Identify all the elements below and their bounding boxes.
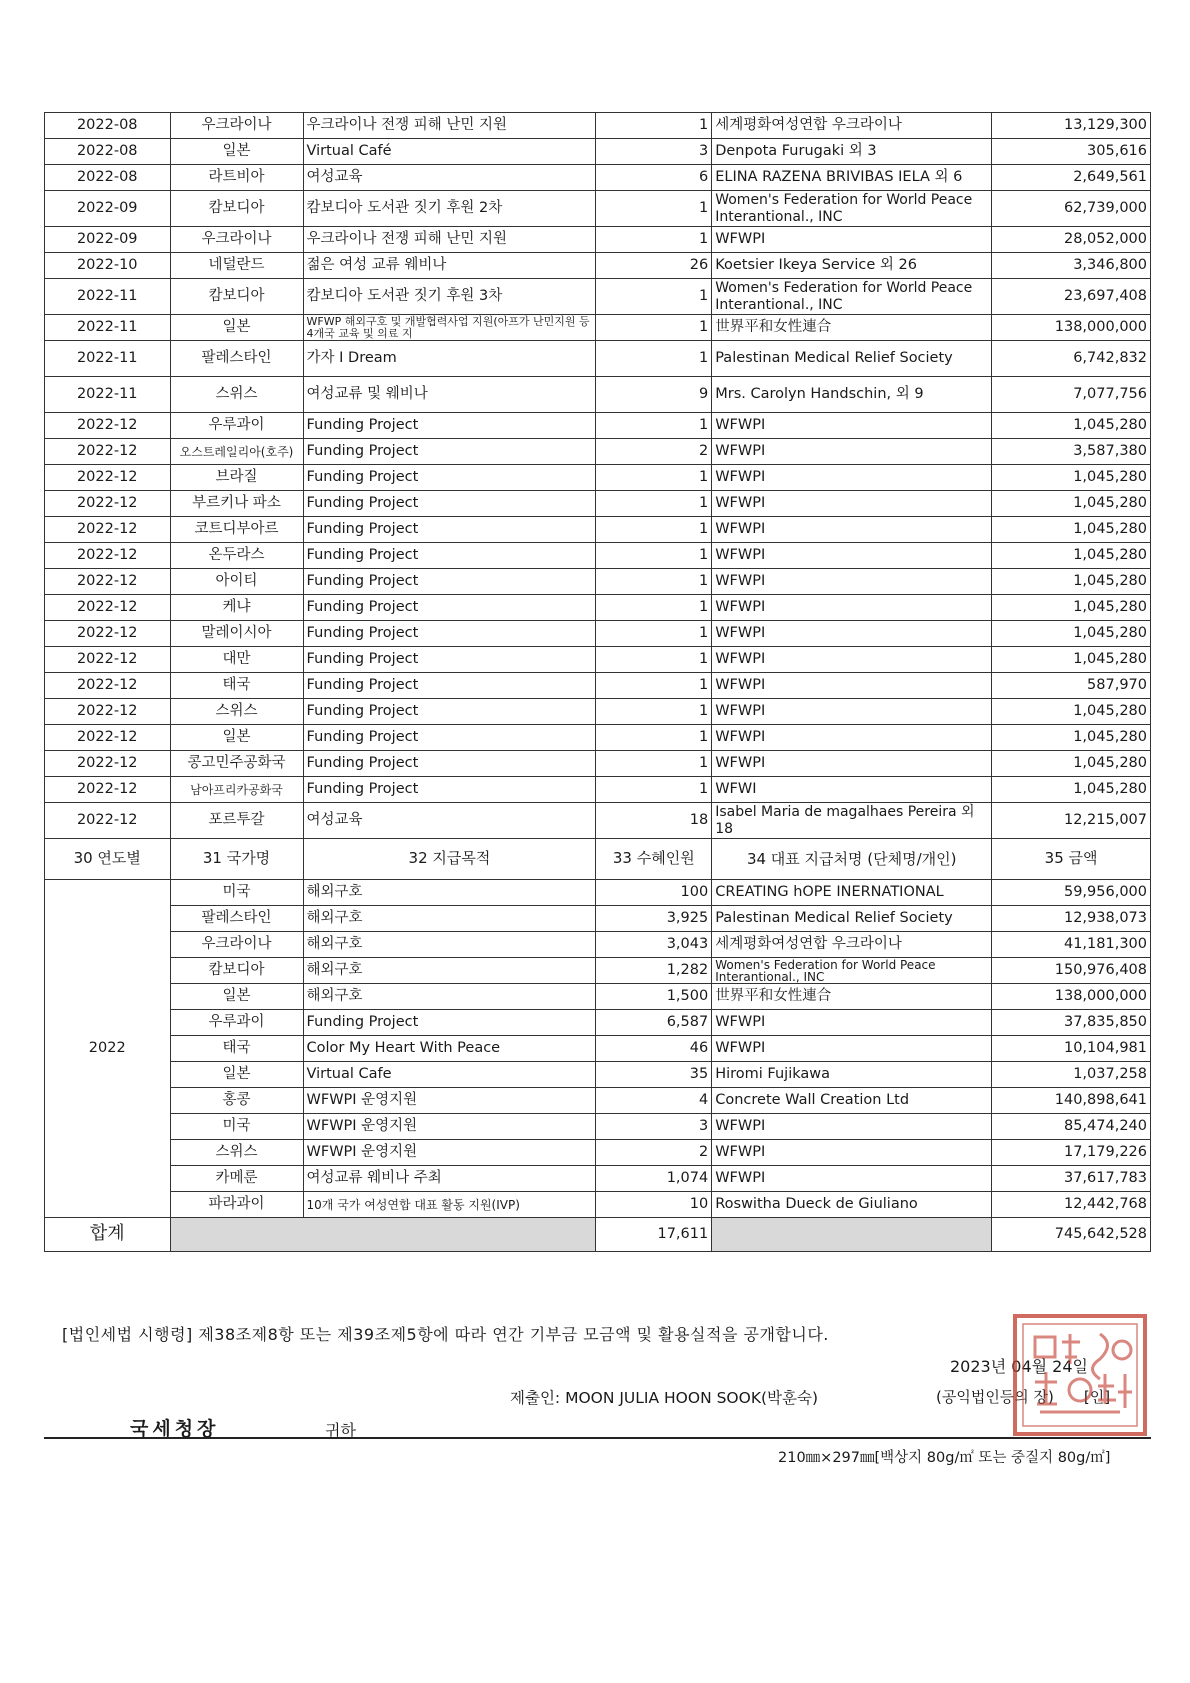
recipient-cell: WFWPI <box>712 227 992 253</box>
amount-cell: 1,045,280 <box>992 621 1151 647</box>
summary-row <box>45 1166 1151 1192</box>
recipient-cell: WFWPI <box>712 1036 992 1062</box>
recipient-cell: Palestinan Medical Relief Society <box>712 341 992 377</box>
amount-cell: 37,835,850 <box>992 1010 1151 1036</box>
amount-cell: 1,045,280 <box>992 751 1151 777</box>
recipient-cell: Mrs. Carolyn Handschin, 외 9 <box>712 377 992 413</box>
amount-cell: 7,077,756 <box>992 377 1151 413</box>
header-recipient: 34 대표 지급처명 (단체명/개인) <box>712 839 992 880</box>
header-country: 31 국가명 <box>170 839 303 880</box>
purpose-cell: Funding Project <box>303 491 596 517</box>
paper-spec: 210㎜×297㎜[백상지 80g/㎡ 또는 중질지 80g/㎡] <box>778 1450 1111 1466</box>
count-cell: 6 <box>596 165 712 191</box>
recipient-cell: WFWI <box>712 777 992 803</box>
country-cell: 파라과이 <box>170 1192 303 1218</box>
country-cell: 우크라이나 <box>170 113 303 139</box>
count-cell: 9 <box>596 377 712 413</box>
purpose-cell: Funding Project <box>303 517 596 543</box>
recipient-cell: WFWPI <box>712 517 992 543</box>
country-cell: 캄보디아 <box>170 191 303 227</box>
count-cell: 18 <box>596 803 712 839</box>
recipient-cell: 世界平和女性連合 <box>712 315 992 341</box>
table-row <box>45 315 1151 341</box>
purpose-cell: 여성교류 및 웨비나 <box>303 377 596 413</box>
count-cell: 3 <box>596 1114 712 1140</box>
month-cell: 2022-09 <box>45 227 171 253</box>
country-cell: 캄보디아 <box>170 958 303 984</box>
table-row <box>45 253 1151 279</box>
purpose-cell: 캄보디아 도서관 짓기 후원 3차 <box>303 279 596 315</box>
purpose-cell: Virtual Cafe <box>303 1062 596 1088</box>
recipient-cell: Concrete Wall Creation Ltd <box>712 1088 992 1114</box>
month-cell: 2022-08 <box>45 113 171 139</box>
country-cell: 스위스 <box>170 699 303 725</box>
country-cell: 미국 <box>170 880 303 906</box>
summary-row <box>45 1192 1151 1218</box>
summary-row <box>45 1062 1151 1088</box>
amount-cell: 12,215,007 <box>992 803 1151 839</box>
purpose-cell: Funding Project <box>303 413 596 439</box>
month-cell: 2022-12 <box>45 647 171 673</box>
recipient-cell: 세계평화여성연합 우크라이나 <box>712 113 992 139</box>
summary-row <box>45 880 1151 906</box>
amount-cell: 12,938,073 <box>992 906 1151 932</box>
amount-cell: 3,346,800 <box>992 253 1151 279</box>
count-cell: 1 <box>596 315 712 341</box>
month-cell: 2022-12 <box>45 465 171 491</box>
purpose-cell: Color My Heart With Peace <box>303 1036 596 1062</box>
amount-cell: 10,104,981 <box>992 1036 1151 1062</box>
detail-table <box>44 112 1151 1252</box>
amount-cell: 1,045,280 <box>992 647 1151 673</box>
country-cell: 우루과이 <box>170 1010 303 1036</box>
recipient-cell: Women's Federation for World Peace Interantional., INC <box>712 958 992 984</box>
count-cell: 1 <box>596 647 712 673</box>
month-cell: 2022-08 <box>45 165 171 191</box>
header-purpose: 32 지급목적 <box>303 839 596 880</box>
count-cell: 1 <box>596 517 712 543</box>
month-cell: 2022-11 <box>45 377 171 413</box>
country-cell: 대만 <box>170 647 303 673</box>
summary-row <box>45 1088 1151 1114</box>
table-row <box>45 227 1151 253</box>
footer-rule <box>44 1437 1151 1439</box>
month-cell: 2022-12 <box>45 491 171 517</box>
amount-cell: 28,052,000 <box>992 227 1151 253</box>
amount-cell: 6,742,832 <box>992 341 1151 377</box>
count-cell: 3 <box>596 139 712 165</box>
recipient-cell: Palestinan Medical Relief Society <box>712 906 992 932</box>
purpose-cell: Virtual Café <box>303 139 596 165</box>
amount-cell: 41,181,300 <box>992 932 1151 958</box>
recipient-cell: WFWPI <box>712 439 992 465</box>
count-cell: 4 <box>596 1088 712 1114</box>
total-shaded-cell <box>712 1218 992 1252</box>
table-row <box>45 621 1151 647</box>
amount-cell: 1,045,280 <box>992 413 1151 439</box>
table-row <box>45 439 1151 465</box>
amount-cell: 62,739,000 <box>992 191 1151 227</box>
country-cell: 케냐 <box>170 595 303 621</box>
count-cell: 1 <box>596 595 712 621</box>
count-cell: 26 <box>596 253 712 279</box>
recipient-cell: WFWPI <box>712 1010 992 1036</box>
month-cell: 2022-12 <box>45 413 171 439</box>
summary-row <box>45 1010 1151 1036</box>
purpose-cell: Funding Project <box>303 543 596 569</box>
purpose-cell: Funding Project <box>303 673 596 699</box>
country-cell: 오스트레일리아(호주) <box>170 439 303 465</box>
recipient-cell: WFWPI <box>712 413 992 439</box>
purpose-cell: WFWP 해외구호 및 개발협력사업 지원(아프가 난민지원 등 4개국 교육 및 의료 지 <box>303 315 596 341</box>
purpose-cell: Funding Project <box>303 647 596 673</box>
month-cell: 2022-10 <box>45 253 171 279</box>
purpose-cell: Funding Project <box>303 439 596 465</box>
table-row <box>45 139 1151 165</box>
recipient-cell: Koetsier Ikeya Service 외 26 <box>712 253 992 279</box>
amount-cell: 140,898,641 <box>992 1088 1151 1114</box>
detail-table-body <box>45 113 1151 1252</box>
count-cell: 10 <box>596 1192 712 1218</box>
purpose-cell: 여성교류 웨비나 주최 <box>303 1166 596 1192</box>
purpose-cell: 해외구호 <box>303 984 596 1010</box>
country-cell: 태국 <box>170 1036 303 1062</box>
amount-cell: 138,000,000 <box>992 984 1151 1010</box>
month-cell: 2022-12 <box>45 751 171 777</box>
table-row <box>45 341 1151 377</box>
recipient-cell: ELINA RAZENA BRIVIBAS IELA 외 6 <box>712 165 992 191</box>
count-cell: 1 <box>596 699 712 725</box>
amount-cell: 1,045,280 <box>992 491 1151 517</box>
purpose-cell: 해외구호 <box>303 880 596 906</box>
purpose-cell: 해외구호 <box>303 932 596 958</box>
amount-cell: 3,587,380 <box>992 439 1151 465</box>
recipient-cell: WFWPI <box>712 725 992 751</box>
submitter-name: 제출인: MOON JULIA HOON SOOK(박훈숙) <box>510 1389 819 1407</box>
purpose-cell: 캄보디아 도서관 짓기 후원 2차 <box>303 191 596 227</box>
count-cell: 1 <box>596 569 712 595</box>
table-row <box>45 595 1151 621</box>
purpose-cell: 가자 I Dream <box>303 341 596 377</box>
purpose-cell: WFWPI 운영지원 <box>303 1088 596 1114</box>
amount-cell: 1,045,280 <box>992 465 1151 491</box>
country-cell: 브라질 <box>170 465 303 491</box>
table-row <box>45 751 1151 777</box>
count-cell: 1 <box>596 191 712 227</box>
month-cell: 2022-12 <box>45 673 171 699</box>
country-cell: 네덜란드 <box>170 253 303 279</box>
count-cell: 1 <box>596 725 712 751</box>
purpose-cell: WFWPI 운영지원 <box>303 1140 596 1166</box>
disclosure-note: [법인세법 시행령] 제38조제8항 또는 제39조제5항에 따라 연간 기부금 모금액 및 활용실적을 공개합니다. <box>62 1325 829 1344</box>
purpose-cell: 우크라이나 전쟁 피해 난민 지원 <box>303 113 596 139</box>
country-cell: 일본 <box>170 725 303 751</box>
month-cell: 2022-12 <box>45 439 171 465</box>
recipient-cell: WFWPI <box>712 595 992 621</box>
country-cell: 포르투갈 <box>170 803 303 839</box>
count-cell: 100 <box>596 880 712 906</box>
count-cell: 3,925 <box>596 906 712 932</box>
country-cell: 태국 <box>170 673 303 699</box>
summary-row <box>45 906 1151 932</box>
month-cell: 2022-12 <box>45 517 171 543</box>
amount-cell: 1,045,280 <box>992 543 1151 569</box>
summary-row <box>45 1036 1151 1062</box>
purpose-cell: WFWPI 운영지원 <box>303 1114 596 1140</box>
amount-cell: 37,617,783 <box>992 1166 1151 1192</box>
recipient-cell: WFWPI <box>712 1166 992 1192</box>
purpose-cell: Funding Project <box>303 777 596 803</box>
month-cell: 2022-12 <box>45 569 171 595</box>
table-row <box>45 165 1151 191</box>
official-seal-stamp <box>1010 1312 1150 1438</box>
table-row <box>45 279 1151 315</box>
country-cell: 콩고민주공화국 <box>170 751 303 777</box>
recipient-cell: Hiromi Fujikawa <box>712 1062 992 1088</box>
total-amount: 745,642,528 <box>992 1218 1151 1252</box>
count-cell: 1,500 <box>596 984 712 1010</box>
purpose-cell: 여성교육 <box>303 165 596 191</box>
count-cell: 1,282 <box>596 958 712 984</box>
summary-row <box>45 958 1151 984</box>
header-year: 30 연도별 <box>45 839 171 880</box>
table-row <box>45 569 1151 595</box>
total-count: 17,611 <box>596 1218 712 1252</box>
country-cell: 일본 <box>170 984 303 1010</box>
table-row <box>45 777 1151 803</box>
summary-header-row <box>45 839 1151 880</box>
count-cell: 1 <box>596 777 712 803</box>
summary-row <box>45 984 1151 1010</box>
month-cell: 2022-08 <box>45 139 171 165</box>
count-cell: 1 <box>596 621 712 647</box>
summary-year-cell: 2022 <box>45 880 171 1218</box>
recipient-cell: Denpota Furugaki 외 3 <box>712 139 992 165</box>
country-cell: 스위스 <box>170 1140 303 1166</box>
amount-cell: 59,956,000 <box>992 880 1151 906</box>
country-cell: 스위스 <box>170 377 303 413</box>
purpose-cell: Funding Project <box>303 751 596 777</box>
seal-mark: [인] <box>1083 1388 1111 1406</box>
summary-row <box>45 1114 1151 1140</box>
purpose-cell: 해외구호 <box>303 958 596 984</box>
count-cell: 1 <box>596 341 712 377</box>
amount-cell: 1,045,280 <box>992 595 1151 621</box>
table-row <box>45 803 1151 839</box>
country-cell: 우크라이나 <box>170 932 303 958</box>
purpose-cell: Funding Project <box>303 569 596 595</box>
amount-cell: 1,045,280 <box>992 569 1151 595</box>
purpose-cell: Funding Project <box>303 725 596 751</box>
country-cell: 팔레스타인 <box>170 341 303 377</box>
table-row <box>45 491 1151 517</box>
recipient-cell: CREATING hOPE INERNATIONAL <box>712 880 992 906</box>
country-cell: 라트비아 <box>170 165 303 191</box>
count-cell: 6,587 <box>596 1010 712 1036</box>
count-cell: 1 <box>596 279 712 315</box>
month-cell: 2022-11 <box>45 341 171 377</box>
count-cell: 46 <box>596 1036 712 1062</box>
amount-cell: 2,649,561 <box>992 165 1151 191</box>
month-cell: 2022-11 <box>45 279 171 315</box>
month-cell: 2022-12 <box>45 699 171 725</box>
purpose-cell: 우크라이나 전쟁 피해 난민 지원 <box>303 227 596 253</box>
month-cell: 2022-11 <box>45 315 171 341</box>
header-count: 33 수혜인원 <box>596 839 712 880</box>
country-cell: 말레이시아 <box>170 621 303 647</box>
table-row <box>45 413 1151 439</box>
month-cell: 2022-12 <box>45 595 171 621</box>
recipient-cell: WFWPI <box>712 699 992 725</box>
summary-row <box>45 932 1151 958</box>
submission-date: 2023년 04월 24일 <box>950 1357 1088 1376</box>
purpose-cell: Funding Project <box>303 595 596 621</box>
purpose-cell: 여성교육 <box>303 803 596 839</box>
amount-cell: 587,970 <box>992 673 1151 699</box>
month-cell: 2022-09 <box>45 191 171 227</box>
month-cell: 2022-12 <box>45 803 171 839</box>
total-row <box>45 1218 1151 1252</box>
amount-cell: 1,045,280 <box>992 517 1151 543</box>
recipient-cell: WFWPI <box>712 1114 992 1140</box>
recipient-cell: WFWPI <box>712 621 992 647</box>
count-cell: 35 <box>596 1062 712 1088</box>
country-cell: 홍콩 <box>170 1088 303 1114</box>
count-cell: 2 <box>596 439 712 465</box>
amount-cell: 305,616 <box>992 139 1151 165</box>
recipient-cell: Roswitha Dueck de Giuliano <box>712 1192 992 1218</box>
recipient-cell: 세계평화여성연합 우크라이나 <box>712 932 992 958</box>
purpose-cell: 10개 국가 여성연합 대표 활동 지원(IVP) <box>303 1192 596 1218</box>
country-cell: 아이티 <box>170 569 303 595</box>
country-cell: 일본 <box>170 1062 303 1088</box>
amount-cell: 23,697,408 <box>992 279 1151 315</box>
count-cell: 1 <box>596 673 712 699</box>
table-row <box>45 699 1151 725</box>
amount-cell: 12,442,768 <box>992 1192 1151 1218</box>
recipient-cell: WFWPI <box>712 491 992 517</box>
summary-row <box>45 1140 1151 1166</box>
country-cell: 우루과이 <box>170 413 303 439</box>
recipient-cell: WFWPI <box>712 673 992 699</box>
recipient-cell: 世界平和女性連合 <box>712 984 992 1010</box>
count-cell: 2 <box>596 1140 712 1166</box>
amount-cell: 1,045,280 <box>992 725 1151 751</box>
country-cell: 카메룬 <box>170 1166 303 1192</box>
recipient-cell: Women's Federation for World Peace Interantional., INC <box>712 279 992 315</box>
table-row <box>45 647 1151 673</box>
count-cell: 3,043 <box>596 932 712 958</box>
corporation-label: (공익법인등의 장) <box>936 1388 1054 1406</box>
amount-cell: 17,179,226 <box>992 1140 1151 1166</box>
amount-cell: 1,045,280 <box>992 777 1151 803</box>
count-cell: 1 <box>596 543 712 569</box>
count-cell: 1 <box>596 751 712 777</box>
month-cell: 2022-12 <box>45 725 171 751</box>
honorific: 귀하 <box>325 1421 356 1440</box>
table-row <box>45 191 1151 227</box>
country-cell: 일본 <box>170 315 303 341</box>
count-cell: 1 <box>596 491 712 517</box>
country-cell: 남아프리카공화국 <box>170 777 303 803</box>
country-cell: 미국 <box>170 1114 303 1140</box>
recipient-cell: WFWPI <box>712 1140 992 1166</box>
amount-cell: 1,037,258 <box>992 1062 1151 1088</box>
recipient-authority: 국세청장 <box>130 1418 220 1440</box>
purpose-cell: Funding Project <box>303 621 596 647</box>
country-cell: 캄보디아 <box>170 279 303 315</box>
purpose-cell: Funding Project <box>303 465 596 491</box>
country-cell: 우크라이나 <box>170 227 303 253</box>
table-row <box>45 465 1151 491</box>
recipient-cell: WFWPI <box>712 751 992 777</box>
table-row <box>45 113 1151 139</box>
purpose-cell: 해외구호 <box>303 906 596 932</box>
donation-report-sheet <box>44 112 1151 1252</box>
amount-cell: 138,000,000 <box>992 315 1151 341</box>
table-row <box>45 377 1151 413</box>
amount-cell: 85,474,240 <box>992 1114 1151 1140</box>
total-label: 합계 <box>45 1218 171 1252</box>
recipient-cell: WFWPI <box>712 543 992 569</box>
table-row <box>45 543 1151 569</box>
header-amount: 35 금액 <box>992 839 1151 880</box>
purpose-cell: Funding Project <box>303 1010 596 1036</box>
purpose-cell: Funding Project <box>303 699 596 725</box>
count-cell: 1 <box>596 113 712 139</box>
total-shaded-cell <box>170 1218 596 1252</box>
purpose-cell: 젊은 여성 교류 웨비나 <box>303 253 596 279</box>
recipient-cell: WFWPI <box>712 569 992 595</box>
amount-cell: 1,045,280 <box>992 699 1151 725</box>
count-cell: 1 <box>596 413 712 439</box>
month-cell: 2022-12 <box>45 621 171 647</box>
recipient-cell: WFWPI <box>712 647 992 673</box>
amount-cell: 13,129,300 <box>992 113 1151 139</box>
count-cell: 1,074 <box>596 1166 712 1192</box>
table-row <box>45 725 1151 751</box>
recipient-cell: Women's Federation for World Peace Interantional., INC <box>712 191 992 227</box>
country-cell: 온두라스 <box>170 543 303 569</box>
country-cell: 팔레스타인 <box>170 906 303 932</box>
recipient-cell: WFWPI <box>712 465 992 491</box>
table-row <box>45 673 1151 699</box>
country-cell: 부르키나 파소 <box>170 491 303 517</box>
country-cell: 코트디부아르 <box>170 517 303 543</box>
count-cell: 1 <box>596 465 712 491</box>
month-cell: 2022-12 <box>45 543 171 569</box>
month-cell: 2022-12 <box>45 777 171 803</box>
recipient-cell: Isabel Maria de magalhaes Pereira 외 18 <box>712 803 992 839</box>
table-row <box>45 517 1151 543</box>
count-cell: 1 <box>596 227 712 253</box>
country-cell: 일본 <box>170 139 303 165</box>
amount-cell: 150,976,408 <box>992 958 1151 984</box>
